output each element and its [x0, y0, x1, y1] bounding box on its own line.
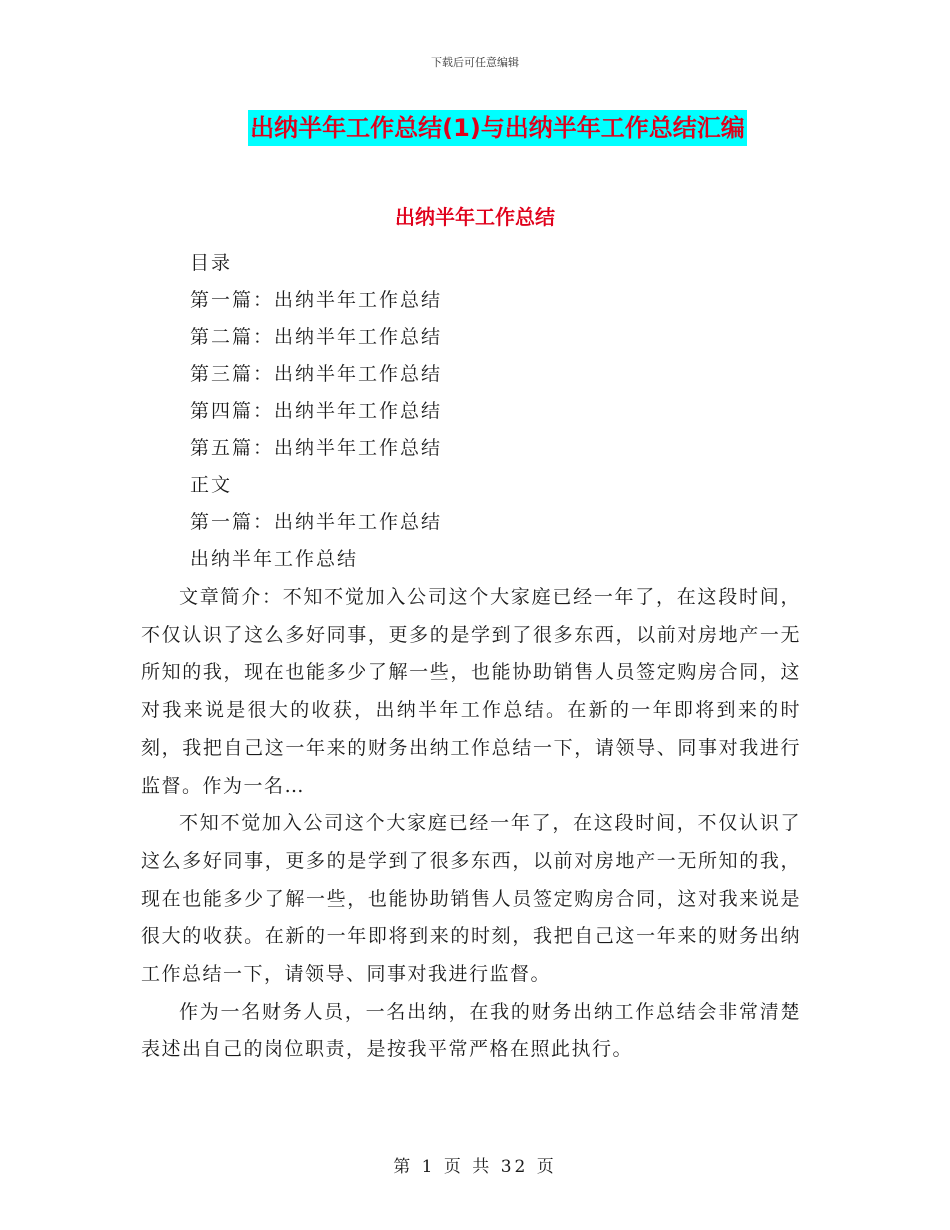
- toc-line: 第一篇：出纳半年工作总结: [190, 289, 443, 311]
- toc-line: 出纳半年工作总结: [190, 548, 359, 570]
- paragraph: 作为一名财务人员，一名出纳，在我的财务出纳工作总结会非常清楚表述出自己的岗位职责，是按我平常严格在照此执行。: [141, 1000, 801, 1061]
- toc-line: 第一篇：出纳半年工作总结: [190, 511, 443, 533]
- toc-line: 正文: [190, 474, 233, 496]
- toc-line: 目录: [190, 252, 233, 274]
- header-note: 下载后可任意编辑: [431, 56, 519, 69]
- main-title: 出纳半年工作总结(1)与出纳半年工作总结汇编: [248, 110, 747, 146]
- toc-line: 第三篇：出纳半年工作总结: [190, 363, 443, 385]
- toc-line: 第四篇：出纳半年工作总结: [190, 400, 443, 422]
- main-title-wrap: [0, 110, 950, 146]
- paragraph: 不知不觉加入公司这个大家庭已经一年了，在这段时间，不仅认识了这么多好同事，更多的是学到了很多东西，以前对房地产一无所知的我，现在也能多少了解一些，也能协助销售人员签定购房合同，这对我来说是很大的收获。在新的一年即将到来的时刻，我把自己这一年来的财务出纳工作总结一下，请领导、同事对我进行监督。: [141, 812, 801, 986]
- toc-line: 第五篇：出纳半年工作总结: [190, 437, 443, 459]
- table-of-contents: [190, 245, 810, 578]
- page-footer: 第 1 页 共 32 页: [393, 1157, 557, 1177]
- body-text: [141, 579, 801, 1069]
- toc-line: 第二篇：出纳半年工作总结: [190, 326, 443, 348]
- paragraph: 文章简介：不知不觉加入公司这个大家庭已经一年了，在这段时间，不仅认识了这么多好同事，更多的是学到了很多东西，以前对房地产一无所知的我，现在也能多少了解一些，也能协助销售人员签定购房合同，这对我来说是很大的收获，出纳半年工作总结。在新的一年即将到来的时刻，我把自己这一年来的财务出纳工作总结一下，请领导、同事对我进行监督。作为一名…: [141, 586, 801, 797]
- section-title: 出纳半年工作总结: [395, 205, 555, 229]
